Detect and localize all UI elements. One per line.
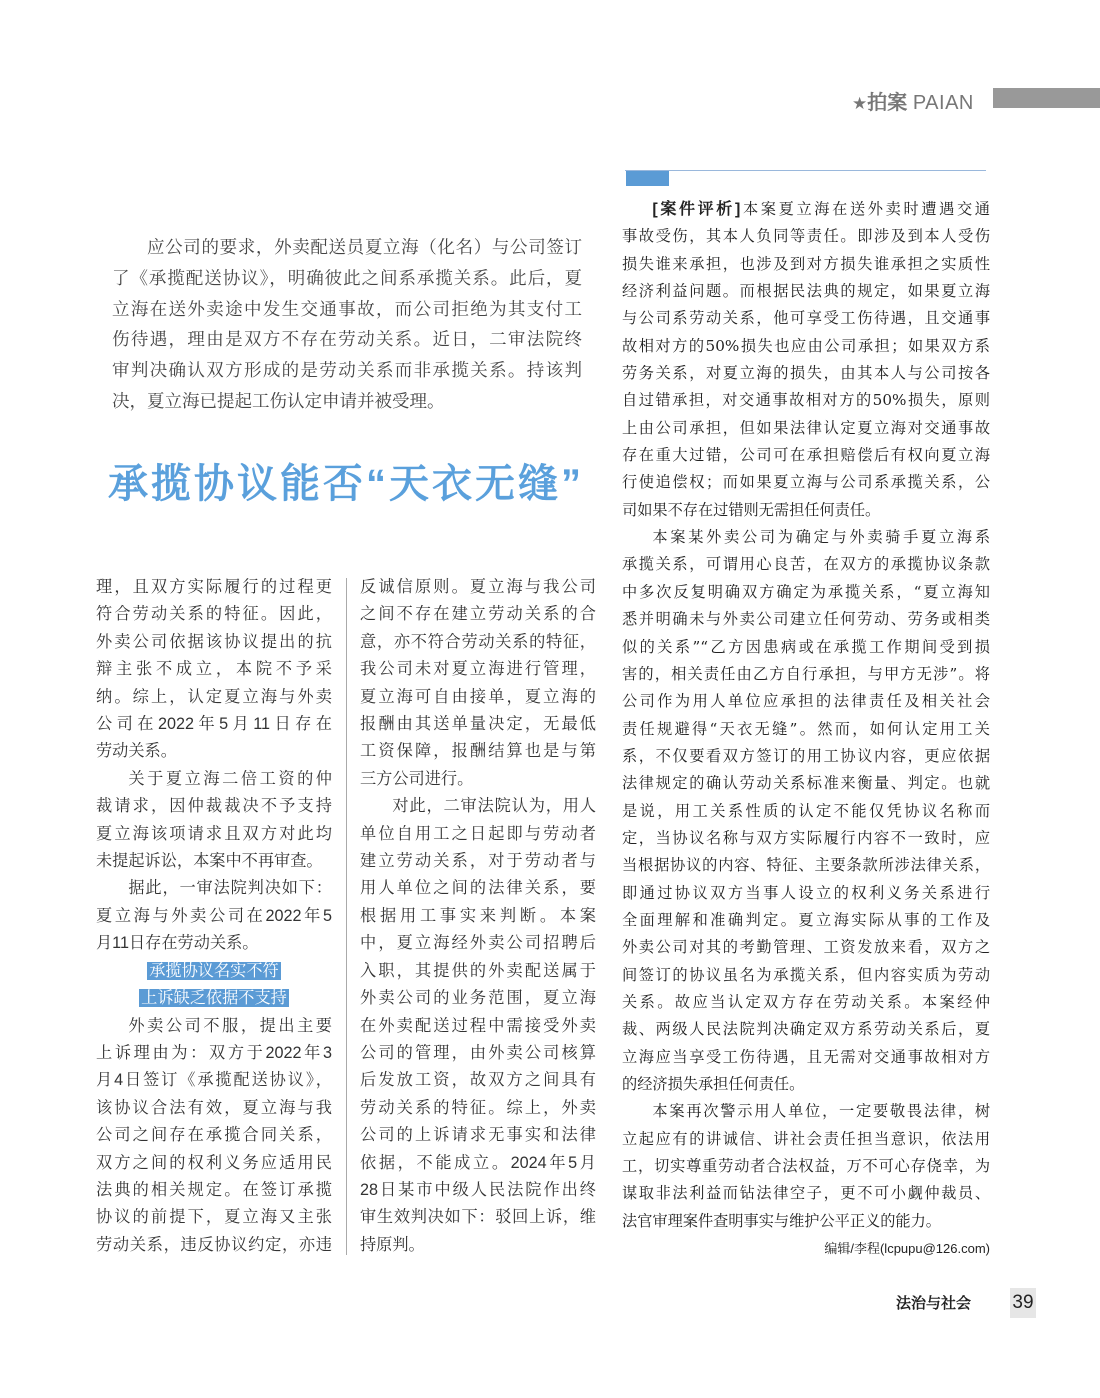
paragraph-line: 意，亦不符合劳动关系的特征， [360, 632, 596, 651]
paragraph-line: 裁、两级人民法院判决确定双方系劳动关系后，夏 [622, 1020, 990, 1039]
paragraph-line: 全面理解和准确判定。夏立海实际从事的工作及 [622, 910, 990, 929]
paragraph-line: 报酬由其送单量决定，无最低 [360, 715, 596, 734]
paragraph-line: 事故受伤，其本人负同等责任。即涉及到本人受伤 [622, 227, 990, 246]
paragraph-line: 损失谁来承担，也涉及到对方损失谁承担之实质性 [622, 254, 990, 273]
paragraph-line: 当根据协议的内容、特征、主要条款所涉法律关系， [622, 856, 990, 875]
subheading-text: 承揽协议名实不符 [149, 961, 279, 980]
subheading-line [96, 985, 332, 1012]
paragraph-line: 用人单位之间的法律关系，要 [360, 879, 596, 898]
paragraph-line: 单位自用工之日起即与劳动者 [360, 824, 596, 843]
section-name-cn: 拍案 [867, 92, 908, 114]
paragraph-line: 夏立海与外卖公司在2022年5 [96, 906, 332, 925]
paragraph-line: 工资保障，报酬结算也是与第 [360, 742, 596, 761]
paragraph-line: 公司之间存在承揽合同关系， [96, 1126, 332, 1145]
intro-line: 了《承揽配送协议》，明确彼此之间系承揽关系。此后，夏 [112, 267, 582, 288]
paragraph-line: 似的关系”“乙方因患病或在承揽工作期间受到损 [622, 637, 990, 656]
paragraph-line: 在外卖配送过程中需接受外卖 [360, 1016, 596, 1035]
intro-line: 伤待遇，理由是双方不存在劳动关系。近日，二审法院终 [112, 329, 582, 350]
paragraph-line: 立海应当享受工伤待遇，且无需对交通事故相对方 [622, 1047, 990, 1066]
paragraph-line: 承揽关系，可谓用心良苦，在双方的承揽协议条款 [622, 555, 990, 574]
column-rule-block [626, 171, 669, 186]
paragraph-line: 夏立海可自由接单，夏立海的 [360, 687, 596, 706]
paragraph-line: 月4日签订《承揽配送协议》， [96, 1071, 332, 1090]
paragraph-line: 建立劳动关系，对于劳动者与 [360, 852, 596, 871]
subheading-line [96, 958, 332, 985]
paragraph-line: 司如果不存在过错则无需担任何责任。 [622, 500, 881, 519]
paragraph-line: 谋取非法利益而钻法律空子，更不可小觑仲裁员、 [622, 1184, 990, 1203]
paragraph-line: 劳动关系，违反协议约定，亦违 [96, 1235, 332, 1254]
case-analysis-column [622, 196, 990, 1257]
paragraph-line: 中多次反复明确双方确定为承揽关系，“夏立海知 [622, 582, 990, 601]
body-column-2 [360, 574, 596, 1259]
page-number: 39 [1010, 1288, 1036, 1318]
header-bar [993, 88, 1100, 108]
paragraph-line: 外卖公司依据该协议提出的抗 [96, 632, 332, 651]
magazine-name: 法治与社会 [896, 1295, 972, 1312]
paragraph-line: 理，且双方实际履行的过程更 [96, 578, 332, 596]
paragraph-line: 对此，二审法院认为，用人 [392, 797, 596, 816]
paragraph-line: 夏立海该项请求且双方对此均 [96, 824, 332, 843]
paragraph-line: 之间不存在建立劳动关系的合 [360, 605, 596, 624]
paragraph-line: 劳动关系。 [96, 742, 177, 761]
paragraph-line: 劳动关系的特征。综上，外卖 [360, 1098, 596, 1117]
paragraph-line: 外卖公司对其的考勤管理、工资发放来看，双方之 [622, 938, 990, 957]
paragraph-line: 外卖公司不服，提出主要 [128, 1016, 332, 1035]
paragraph-line: 纳。综上，认定夏立海与外卖 [96, 687, 332, 706]
paragraph-line: 据此，一审法院判决如下： [128, 879, 332, 898]
intro-line: 应公司的要求，外卖配送员夏立海（化名）与公司签订 [147, 237, 582, 257]
paragraph-line: 工，切实尊重劳动者合法权益，万不可心存侥幸，为 [622, 1157, 990, 1176]
paragraph-line: 劳务关系，对夏立海的损失，由其本人与公司按各 [622, 364, 990, 383]
paragraph-line: 经济利益问题。而根据民法典的规定，如果夏立海 [622, 282, 990, 301]
paragraph-line: 符合劳动关系的特征。因此， [96, 605, 332, 624]
paragraph-line: 公司的管理，由外卖公司核算 [360, 1043, 596, 1062]
paragraph-line: 28日某市中级人民法院作出终 [360, 1180, 596, 1199]
paragraph-line: 后发放工资，故双方之间具有 [360, 1071, 596, 1090]
paragraph-line: 是说，用工关系性质的认定不能仅凭协议名称而 [622, 801, 990, 820]
paragraph-line: 该协议合法有效，夏立海与我 [96, 1098, 332, 1117]
paragraph-line: 立起应有的讲诚信、讲社会责任担当意识，依法用 [622, 1129, 990, 1148]
paragraph-line: 即通过协议双方当事人设立的权利义务关系进行 [622, 883, 990, 902]
paragraph-line: 上诉理由为：双方于2022年3 [96, 1043, 332, 1062]
paragraph-line: 系，不仅要看双方签订的用工协议内容，更应依据 [622, 746, 990, 765]
paragraph-line: 定，当协议名称与双方实际履行内容不一致时，应 [622, 828, 990, 847]
paragraph-line: 公司在2022年5月11日存在 [96, 715, 332, 734]
paragraph-line: 外卖公司的业务范围，夏立海 [360, 989, 596, 1008]
paragraph-line: 上由公司承担，但如果法律认定夏立海对交通事故 [622, 418, 990, 437]
body-column-1 [96, 574, 332, 1259]
paragraph-line: 法律规定的确认劳动关系标准来衡量、判定。也就 [622, 774, 990, 793]
paragraph-line: 法官审理案件查明事实与维护公平正义的能力。 [622, 1211, 941, 1230]
paragraph-line [622, 196, 990, 223]
paragraph-line: 法典的相关规定。在签订承揽 [96, 1180, 332, 1199]
paragraph-line: 关系。故应当认定双方存在劳动关系。本案经仲 [622, 992, 990, 1011]
paragraph-line: 持原判。 [360, 1235, 425, 1254]
paragraph-line: 审生效判决如下：驳回上诉，维 [360, 1208, 596, 1227]
paragraph-line: 自过错承担，对交通事故相对方的50%损失，原则 [622, 391, 990, 410]
paragraph-line: 根据用工事实来判断。本案 [360, 906, 596, 925]
paragraph-line: 悉并明确未与外卖公司建立任何劳动、劳务或相类 [622, 610, 990, 629]
paragraph-line: 中，夏立海经外卖公司招聘后 [360, 934, 596, 953]
paragraph-line: 的经济损失承担任何责任。 [622, 1075, 805, 1093]
paragraph-line: 本案再次警示用人单位，一定要敬畏法律，树 [652, 1102, 990, 1121]
editor-credit: 编辑/李程(lcpupu@126.com) [824, 1241, 990, 1257]
paragraph-line: 本案某外卖公司为确定与外卖骑手夏立海系 [652, 528, 990, 547]
paragraph-line: 协议的前提下，夏立海又主张 [96, 1208, 332, 1227]
paragraph-line: 公司的上诉请求无事实和法律 [360, 1126, 596, 1145]
paragraph-line: 三方公司进行。 [360, 769, 474, 788]
section-name-en: PAIAN [912, 92, 974, 114]
paragraph-line: 依据，不能成立。2024年5月 [360, 1153, 596, 1172]
intro-line: 立海在送外卖途中发生交通事故，而公司拒绝为其支付工 [112, 298, 582, 319]
paragraph-line: 与公司系劳动关系，他可享受工伤待遇，且交通事 [622, 309, 990, 328]
section-header [852, 86, 974, 115]
paragraph-line: 行使追偿权；而如果夏立海与公司系承揽关系，公 [622, 473, 990, 492]
subheading-text: 上诉缺乏依据不支持 [141, 989, 287, 1008]
paragraph-line: 月11日存在劳动关系。 [96, 934, 259, 953]
paragraph-line: 存在重大过错，公司可在承担赔偿后有权向夏立海 [622, 446, 990, 465]
line-text: 本案夏立海在送外卖时遭遇交通 [740, 200, 990, 218]
column-divider [346, 578, 347, 1255]
paragraph-line: 入职，其提供的外卖配送属于 [360, 961, 596, 980]
star-icon: ★ [852, 94, 868, 113]
column-rule [625, 170, 986, 171]
paragraph-line: 责任规避得“天衣无缝”。然而，如何认定用工关 [622, 719, 990, 738]
paragraph-line: 害的，相关责任由乙方自行承担，与甲方无涉”。将 [622, 664, 990, 683]
paragraph-line: 反诚信原则。夏立海与我公司 [360, 578, 596, 596]
paragraph-line: 公司作为用人单位应承担的法律责任及相关社会 [622, 692, 990, 711]
case-analysis-label: [案件评析] [652, 201, 741, 218]
paragraph-line: 辩主张不成立，本院不予采 [96, 660, 332, 679]
paragraph-line: 关于夏立海二倍工资的仲 [128, 769, 332, 788]
paragraph-line: 我公司未对夏立海进行管理， [360, 660, 596, 679]
paragraph-line: 故相对方的50%损失也应由公司承担；如果双方系 [622, 336, 990, 355]
paragraph-line: 间签订的协议虽名为承揽关系，但内容实质为劳动 [622, 965, 990, 984]
intro-line: 决，夏立海已提起工伤认定申请并被受理。 [112, 390, 445, 411]
intro-line: 审判决确认双方形成的是劳动关系而非承揽关系。持该判 [112, 360, 582, 381]
paragraph-line: 裁请求，因仲裁裁决不予支持 [96, 797, 332, 816]
paragraph-line: 双方之间的权利义务应适用民 [96, 1153, 332, 1172]
intro-lead [112, 232, 582, 417]
article-title: 承揽协议能否“天衣无缝” [108, 462, 584, 506]
paragraph-line: 未提起诉讼，本案中不再审查。 [96, 852, 323, 871]
case-analysis-body [622, 196, 990, 1235]
